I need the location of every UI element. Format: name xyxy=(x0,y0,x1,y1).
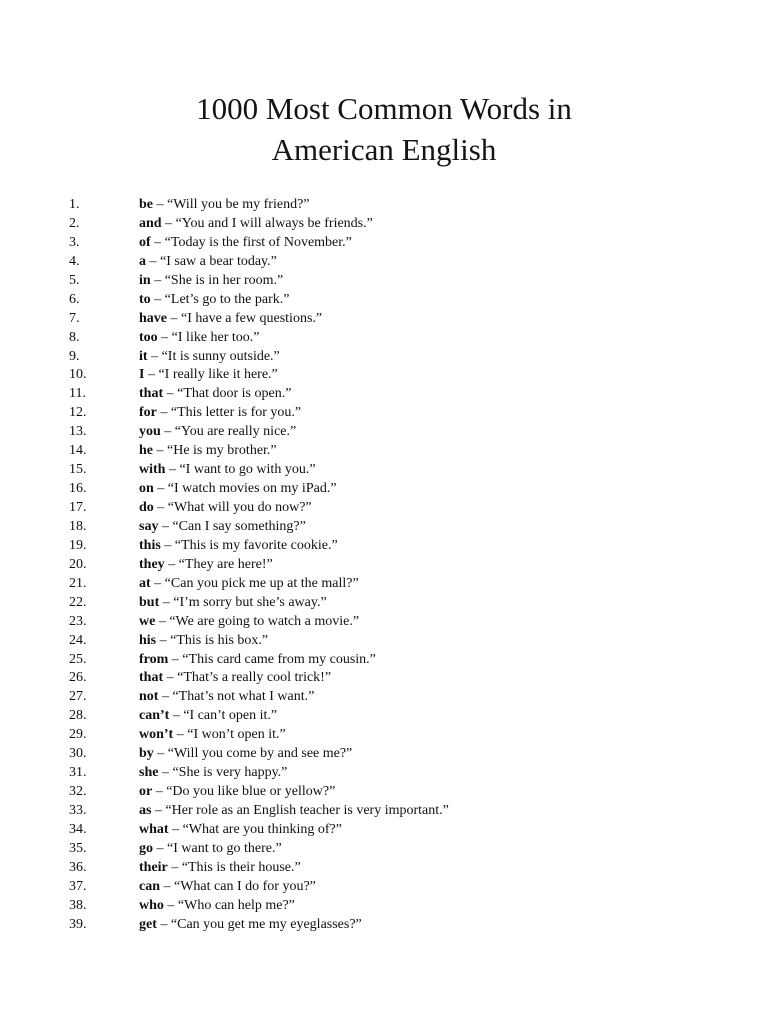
item-content xyxy=(139,613,359,632)
list-item xyxy=(0,310,768,329)
item-content xyxy=(139,329,260,348)
item-word: be xyxy=(139,197,153,212)
item-word: what xyxy=(139,821,169,837)
list-item xyxy=(0,499,768,518)
item-number: 26. xyxy=(69,670,87,686)
list-item xyxy=(0,783,768,802)
item-word: not xyxy=(139,689,159,705)
item-word: his xyxy=(139,632,157,648)
item-content xyxy=(139,916,362,935)
item-example: – “You are really nice.” xyxy=(160,424,297,440)
item-example: – “What are you thinking of?” xyxy=(168,821,342,837)
item-content xyxy=(139,632,268,651)
item-number: 28. xyxy=(69,708,87,724)
item-content xyxy=(139,802,449,821)
item-word: a xyxy=(139,253,146,269)
item-word: you xyxy=(139,424,161,440)
item-content xyxy=(139,234,352,253)
item-content xyxy=(139,707,277,726)
item-number: 33. xyxy=(69,803,87,818)
item-word: in xyxy=(139,272,151,288)
item-number: 39. xyxy=(69,916,87,932)
item-example: – “Her role as an English teacher is very important.” xyxy=(151,803,449,818)
item-example: – “I saw a bear today.” xyxy=(146,253,277,269)
item-number: 21. xyxy=(69,575,87,591)
item-word: she xyxy=(139,765,159,781)
item-example: – “I can’t open it.” xyxy=(169,708,278,724)
item-word: have xyxy=(139,310,167,326)
item-example: – “What will you do now?” xyxy=(153,500,312,515)
item-number: 10. xyxy=(69,367,87,383)
list-item xyxy=(0,745,768,764)
item-number: 5. xyxy=(69,272,80,288)
item-word: from xyxy=(139,651,169,667)
item-number: 18. xyxy=(69,518,87,534)
item-content xyxy=(139,385,291,404)
list-item xyxy=(0,234,768,253)
item-number: 23. xyxy=(69,613,87,629)
item-word: on xyxy=(139,481,154,497)
item-content xyxy=(139,537,338,556)
item-example: – “I like her too.” xyxy=(157,329,260,345)
item-number: 2. xyxy=(69,215,80,231)
item-content xyxy=(139,840,282,859)
item-number: 29. xyxy=(69,727,87,743)
item-content xyxy=(139,764,287,783)
item-example: – “Will you be my friend?” xyxy=(153,197,310,212)
item-number: 27. xyxy=(69,689,87,705)
item-example: – “He is my brother.” xyxy=(153,443,277,459)
item-example: – “I want to go there.” xyxy=(153,840,282,856)
item-number: 37. xyxy=(69,878,87,894)
item-word: say xyxy=(139,518,159,534)
title-line-1: 1000 Most Common Words in xyxy=(196,91,572,126)
item-example: – “This letter is for you.” xyxy=(156,405,302,421)
item-number: 11. xyxy=(69,386,86,402)
list-item xyxy=(0,688,768,707)
item-number: 20. xyxy=(69,556,87,572)
item-content xyxy=(139,783,335,802)
item-example: – “That door is open.” xyxy=(163,386,292,402)
item-number: 19. xyxy=(69,537,87,553)
item-example: – “This is my favorite cookie.” xyxy=(160,537,338,553)
item-example: – “Can I say something?” xyxy=(158,518,306,534)
item-content xyxy=(139,196,310,215)
list-item xyxy=(0,897,768,916)
list-item xyxy=(0,669,768,688)
list-item xyxy=(0,613,768,632)
item-content xyxy=(139,897,295,916)
list-item xyxy=(0,537,768,556)
item-example: – “Who can help me?” xyxy=(163,897,295,913)
item-number: 25. xyxy=(69,651,87,667)
item-number: 8. xyxy=(69,329,80,345)
list-item xyxy=(0,802,768,821)
list-item xyxy=(0,423,768,442)
item-example: – “I have a few questions.” xyxy=(167,310,323,326)
item-number: 38. xyxy=(69,897,87,913)
item-content xyxy=(139,291,289,310)
item-content xyxy=(139,745,352,764)
item-number: 14. xyxy=(69,443,87,459)
item-example: – “That’s not what I want.” xyxy=(158,689,315,705)
item-example: – “Let’s go to the park.” xyxy=(150,291,290,307)
item-number: 15. xyxy=(69,462,87,478)
item-content xyxy=(139,499,312,518)
list-item xyxy=(0,859,768,878)
item-number: 32. xyxy=(69,784,87,800)
item-content xyxy=(139,556,273,575)
item-example: – “What can I do for you?” xyxy=(160,878,316,894)
list-item xyxy=(0,575,768,594)
item-number: 16. xyxy=(69,481,87,497)
item-content xyxy=(139,366,278,385)
list-item xyxy=(0,215,768,234)
item-number: 24. xyxy=(69,632,87,648)
list-item xyxy=(0,480,768,499)
item-word: we xyxy=(139,613,156,629)
item-example: – “I want to go with you.” xyxy=(165,462,316,478)
item-content xyxy=(139,878,316,897)
item-content xyxy=(139,688,314,707)
item-word: can xyxy=(139,878,160,894)
item-word: by xyxy=(139,746,154,762)
item-word: it xyxy=(139,348,148,364)
item-word: and xyxy=(139,215,162,231)
item-example: – “Can you get me my eyeglasses?” xyxy=(156,916,362,932)
list-item xyxy=(0,726,768,745)
item-number: 7. xyxy=(69,310,80,326)
item-content xyxy=(139,253,277,272)
item-word: he xyxy=(139,443,153,459)
item-word: do xyxy=(139,500,154,515)
item-example: – “I really like it here.” xyxy=(144,367,278,383)
item-content xyxy=(139,726,286,745)
item-content xyxy=(139,821,342,840)
list-item xyxy=(0,707,768,726)
item-example: – “This is their house.” xyxy=(167,859,301,875)
item-word: with xyxy=(139,462,166,478)
item-content xyxy=(139,669,331,688)
list-item xyxy=(0,821,768,840)
item-word: go xyxy=(139,840,153,856)
item-example: – “She is in her room.” xyxy=(150,272,284,288)
item-content xyxy=(139,461,316,480)
item-content xyxy=(139,348,280,367)
item-word: or xyxy=(139,784,153,800)
item-content xyxy=(139,423,296,442)
item-example: – “Can you pick me up at the mall?” xyxy=(150,575,359,591)
list-item xyxy=(0,764,768,783)
item-example: – “It is sunny outside.” xyxy=(147,348,280,364)
list-item xyxy=(0,632,768,651)
item-example: – “This card came from my cousin.” xyxy=(168,651,376,667)
page-title xyxy=(0,88,768,170)
item-content xyxy=(139,575,359,594)
item-word: as xyxy=(139,803,152,818)
item-number: 6. xyxy=(69,291,80,307)
title-line-2: American English xyxy=(271,132,497,167)
item-example: – “They are here!” xyxy=(164,556,273,572)
list-item xyxy=(0,348,768,367)
item-word: I xyxy=(139,367,145,383)
item-word: their xyxy=(139,859,168,875)
list-item xyxy=(0,840,768,859)
item-word: that xyxy=(139,386,164,402)
item-word: they xyxy=(139,556,165,572)
item-word: won’t xyxy=(139,727,174,743)
item-word: who xyxy=(139,897,164,913)
list-item xyxy=(0,253,768,272)
item-example: – “Today is the first of November.” xyxy=(150,234,352,250)
item-content xyxy=(139,594,327,613)
list-item xyxy=(0,442,768,461)
item-example: – “She is very happy.” xyxy=(158,765,288,781)
item-word: get xyxy=(139,916,157,932)
item-word: to xyxy=(139,291,151,307)
item-number: 31. xyxy=(69,765,87,781)
item-content xyxy=(139,442,277,461)
item-number: 17. xyxy=(69,500,87,515)
item-number: 1. xyxy=(69,197,80,212)
item-content xyxy=(139,310,322,329)
list-item xyxy=(0,404,768,423)
item-number: 9. xyxy=(69,348,80,364)
list-item xyxy=(0,385,768,404)
list-item xyxy=(0,556,768,575)
list-item xyxy=(0,594,768,613)
item-number: 3. xyxy=(69,234,80,250)
item-number: 4. xyxy=(69,253,80,269)
list-item xyxy=(0,461,768,480)
item-content xyxy=(139,651,376,670)
item-number: 22. xyxy=(69,594,87,610)
item-word: for xyxy=(139,405,157,421)
item-example: – “Will you come by and see me?” xyxy=(153,746,353,762)
item-number: 13. xyxy=(69,424,87,440)
item-example: – “Do you like blue or yellow?” xyxy=(152,784,336,800)
item-word: but xyxy=(139,594,160,610)
item-number: 36. xyxy=(69,859,87,875)
item-example: – “That’s a really cool trick!” xyxy=(163,670,332,686)
item-number: 34. xyxy=(69,821,87,837)
item-example: – “I won’t open it.” xyxy=(173,727,286,743)
list-item xyxy=(0,329,768,348)
item-example: – “I watch movies on my iPad.” xyxy=(153,481,337,497)
item-word: that xyxy=(139,670,164,686)
item-example: – “We are going to watch a movie.” xyxy=(155,613,360,629)
item-content xyxy=(139,859,301,878)
item-number: 30. xyxy=(69,746,87,762)
item-content xyxy=(139,272,283,291)
list-item xyxy=(0,651,768,670)
item-word: can’t xyxy=(139,708,170,724)
item-word: this xyxy=(139,537,161,553)
list-item xyxy=(0,291,768,310)
item-content xyxy=(139,518,306,537)
list-item xyxy=(0,518,768,537)
item-number: 12. xyxy=(69,405,87,421)
list-item xyxy=(0,366,768,385)
list-item xyxy=(0,196,768,215)
list-item xyxy=(0,878,768,897)
list-item xyxy=(0,272,768,291)
item-content xyxy=(139,215,373,234)
item-word: at xyxy=(139,575,151,591)
item-example: – “This is his box.” xyxy=(156,632,269,648)
word-list xyxy=(0,196,768,935)
item-number: 35. xyxy=(69,840,87,856)
item-content xyxy=(139,480,337,499)
item-word: too xyxy=(139,329,158,345)
item-word: of xyxy=(139,234,151,250)
item-content xyxy=(139,404,301,423)
item-example: – “You and I will always be friends.” xyxy=(161,215,373,231)
list-item xyxy=(0,916,768,935)
item-example: – “I’m sorry but she’s away.” xyxy=(159,594,327,610)
